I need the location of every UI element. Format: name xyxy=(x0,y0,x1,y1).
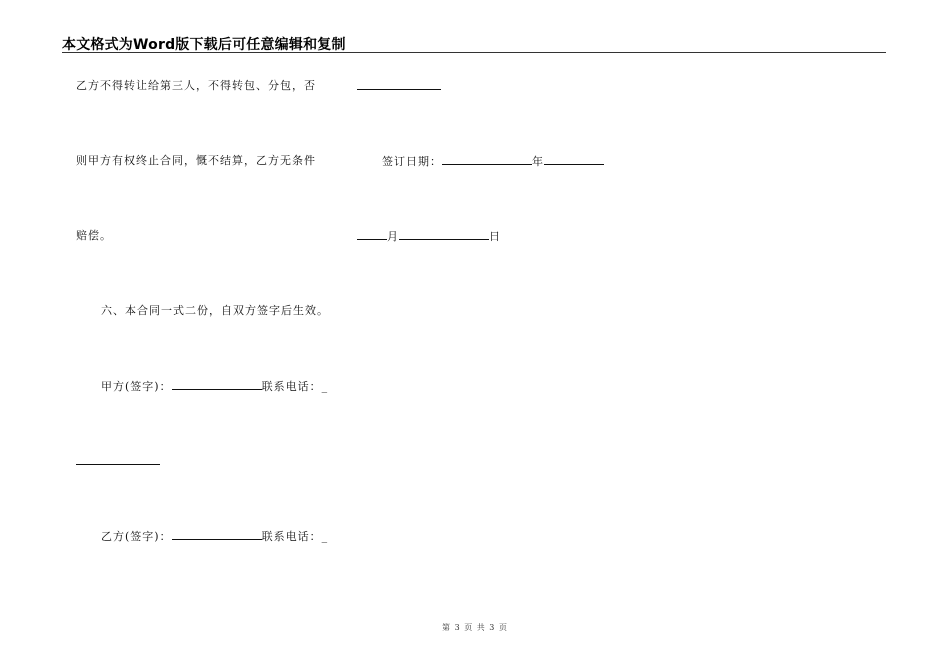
day-char: 日 xyxy=(489,230,501,243)
day-blank xyxy=(399,229,489,240)
sign-date-row xyxy=(382,154,604,169)
party-b-signature-row xyxy=(101,529,328,544)
right-top-blank xyxy=(357,79,441,90)
party-a-phone-row xyxy=(76,454,160,469)
party-b-phone-label: 联系电话：_ xyxy=(261,530,329,543)
party-a-phone-label: 联系电话：_ xyxy=(261,380,329,393)
clause-six: 六、本合同一式二份，自双方签字后生效。 xyxy=(101,304,329,317)
contract-line-1: 乙方不得转让给第三人，不得转包、分包，否 xyxy=(76,79,316,92)
sign-date-tail-blank xyxy=(544,154,604,165)
header-title: 本文格式为Word版下载后可任意编辑和复制 xyxy=(62,37,346,53)
party-a-phone-blank xyxy=(76,454,160,465)
party-b-label: 乙方(签字)： xyxy=(101,530,172,543)
month-blank xyxy=(357,229,387,240)
year-char: 年 xyxy=(532,155,544,168)
party-b-signature-blank xyxy=(172,529,262,540)
right-top-row xyxy=(357,79,441,94)
sign-date-label: 签订日期： xyxy=(382,155,442,168)
month-char: 月 xyxy=(387,230,399,243)
header-divider xyxy=(62,52,886,53)
contract-line-3: 赔偿。 xyxy=(76,229,112,242)
page-footer: 第 3 页 共 3 页 xyxy=(442,623,508,632)
sign-year-blank xyxy=(442,154,532,165)
party-a-label: 甲方(签字)： xyxy=(101,380,172,393)
party-a-signature-blank xyxy=(172,379,262,390)
month-day-row xyxy=(357,229,501,244)
party-a-signature-row xyxy=(101,379,328,394)
contract-line-2: 则甲方有权终止合同，慨不结算，乙方无条件 xyxy=(76,154,316,167)
